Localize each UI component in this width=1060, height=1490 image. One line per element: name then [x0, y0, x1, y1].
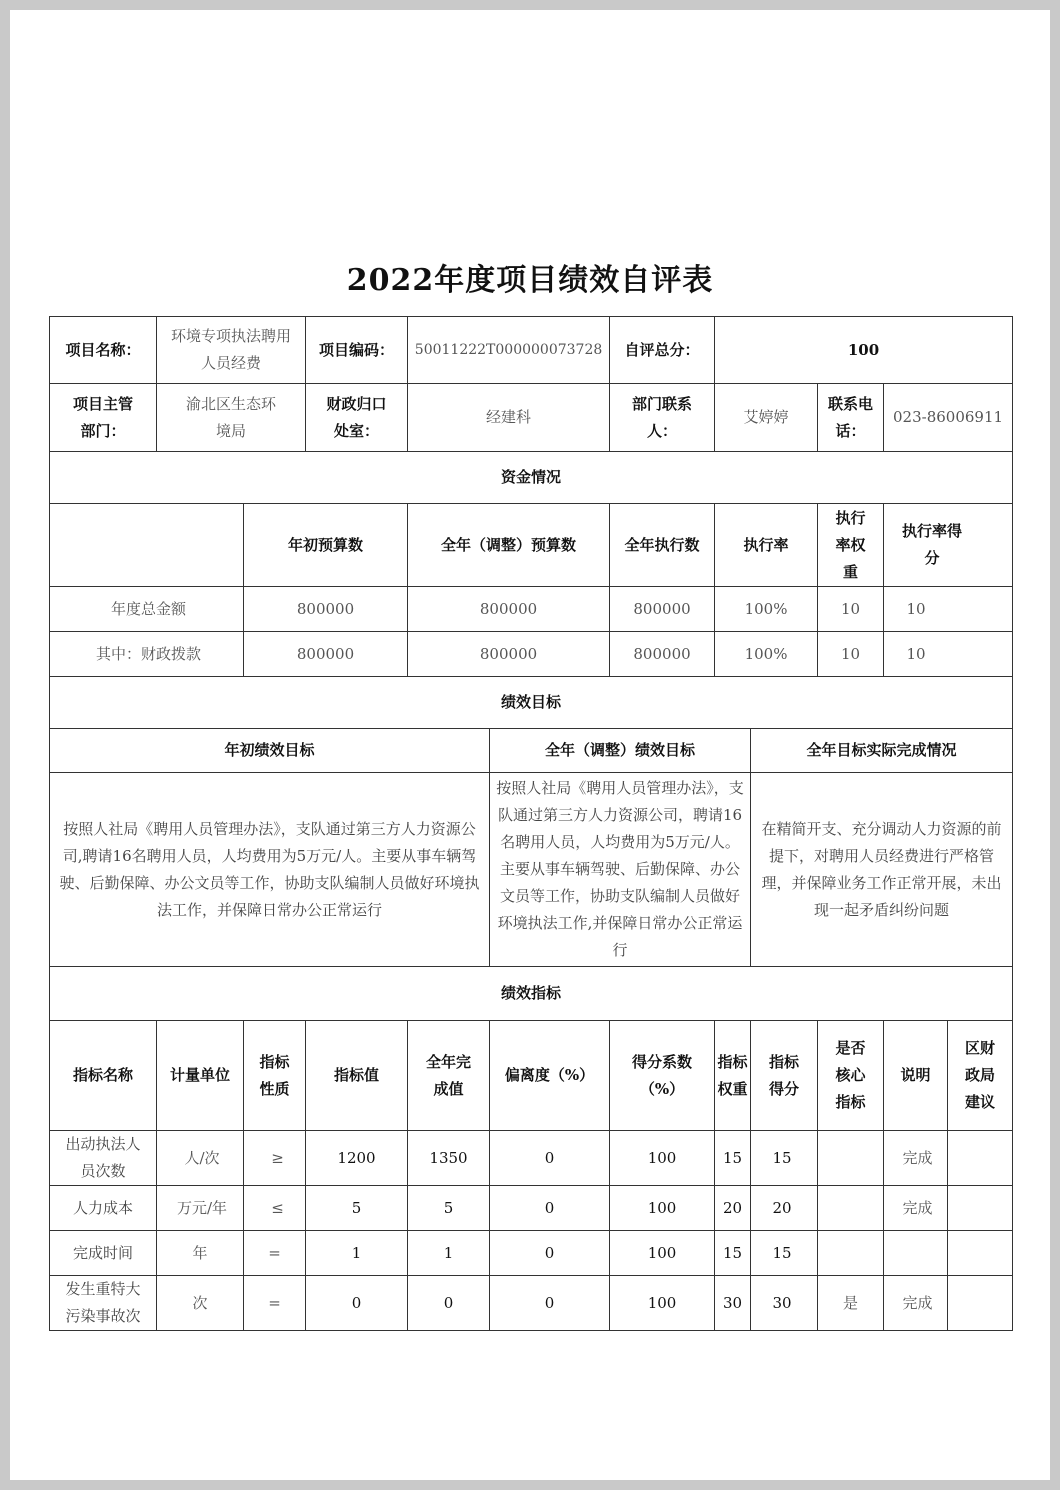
funds-cell: 10 [818, 632, 884, 677]
indicator-header: 指标名称 [50, 1021, 157, 1131]
indicator-nature: = [244, 1276, 306, 1331]
indicator-core [818, 1186, 884, 1231]
goals-header-adjusted: 全年（调整）绩效目标 [490, 729, 751, 773]
indicator-unit: 人/次 [157, 1131, 244, 1186]
indicator-header: 指标得分 [751, 1021, 818, 1131]
indicator-unit: 万元/年 [157, 1186, 244, 1231]
indicator-coefficient: 100 [610, 1131, 715, 1186]
funds-section-title: 资金情况 [50, 452, 1013, 504]
indicator-nature: ≤ [244, 1186, 306, 1231]
funds-cell: 800000 [610, 587, 715, 632]
funds-header-rate-score: 执行率得分 [884, 504, 1013, 587]
indicator-header: 指标性质 [244, 1021, 306, 1131]
indicator-weight: 30 [715, 1276, 751, 1331]
funds-cell: 800000 [244, 632, 408, 677]
indicator-coefficient: 100 [610, 1276, 715, 1331]
funds-row-label: 年度总金额 [50, 587, 244, 632]
funds-header-blank [50, 504, 244, 587]
indicator-target-value: 0 [306, 1276, 408, 1331]
phone-label: 联系电话： [818, 384, 884, 452]
funds-header-executed: 全年执行数 [610, 504, 715, 587]
project-name-label: 项目名称： [50, 317, 157, 384]
indicator-weight: 15 [715, 1231, 751, 1276]
goals-adjusted-text: 按照人社局《聘用人员管理办法》，支队通过第三方人力资源公司，聘请16名聘用人员，人均费用为5万元/人。主要从事车辆驾驶、后勤保障、办公文员等工作，协助支队编制人员做好环境执法工作,并保障日常办公正常运行 [490, 773, 751, 967]
indicator-actual-value: 1350 [408, 1131, 490, 1186]
self-evaluation-table [49, 316, 1013, 1331]
indicator-score: 20 [751, 1186, 818, 1231]
indicator-core [818, 1131, 884, 1186]
finance-office-label: 财政归口处室： [306, 384, 408, 452]
project-name-value: 环境专项执法聘用人员经费 [157, 317, 306, 384]
indicator-name: 人力成本 [50, 1186, 157, 1231]
contact-value: 艾婷婷 [715, 384, 818, 452]
indicator-name: 完成时间 [50, 1231, 157, 1276]
indicator-nature: = [244, 1231, 306, 1276]
funds-cell: 10 [884, 587, 1013, 632]
funds-cell: 10 [884, 632, 1013, 677]
indicator-header: 指标值 [306, 1021, 408, 1131]
goals-header-actual: 全年目标实际完成情况 [751, 729, 1013, 773]
funds-header-exec-rate: 执行率 [715, 504, 818, 587]
indicators-section-title: 绩效指标 [50, 967, 1013, 1021]
goals-section-title: 绩效目标 [50, 677, 1013, 729]
total-score-value: 100 [715, 317, 1013, 384]
funds-header-initial-budget: 年初预算数 [244, 504, 408, 587]
dept-value: 渝北区生态环境局 [157, 384, 306, 452]
indicator-note: 完成 [884, 1276, 948, 1331]
indicator-suggestion [948, 1231, 1013, 1276]
indicator-deviation: 0 [490, 1231, 610, 1276]
funds-cell: 800000 [408, 587, 610, 632]
indicator-unit: 年 [157, 1231, 244, 1276]
indicator-unit: 次 [157, 1276, 244, 1331]
indicator-header: 得分系数（%） [610, 1021, 715, 1131]
indicator-actual-value: 1 [408, 1231, 490, 1276]
indicator-header: 全年完成值 [408, 1021, 490, 1131]
contact-label: 部门联系人： [610, 384, 715, 452]
funds-cell: 10 [818, 587, 884, 632]
indicator-deviation: 0 [490, 1131, 610, 1186]
indicator-nature: ≥ [244, 1131, 306, 1186]
indicator-target-value: 5 [306, 1186, 408, 1231]
indicator-target-value: 1200 [306, 1131, 408, 1186]
indicator-coefficient: 100 [610, 1186, 715, 1231]
project-code-label: 项目编码： [306, 317, 408, 384]
indicator-note [884, 1231, 948, 1276]
funds-header-rate-weight: 执行率权重 [818, 504, 884, 587]
indicator-name: 发生重特大污染事故次 [50, 1276, 157, 1331]
table-row [50, 1131, 1013, 1186]
funds-cell: 800000 [610, 632, 715, 677]
indicator-weight: 20 [715, 1186, 751, 1231]
phone-value: 023-86006911 [884, 384, 1013, 452]
goals-actual-text: 在精简开支、充分调动人力资源的前提下，对聘用人员经费进行严格管理，并保障业务工作正常开展，未出现一起矛盾纠纷问题 [751, 773, 1013, 967]
indicator-target-value: 1 [306, 1231, 408, 1276]
indicator-header: 是否核心指标 [818, 1021, 884, 1131]
funds-cell: 800000 [244, 587, 408, 632]
dept-label: 项目主管部门： [50, 384, 157, 452]
funds-cell: 800000 [408, 632, 610, 677]
indicator-suggestion [948, 1276, 1013, 1331]
goals-initial-text: 按照人社局《聘用人员管理办法》，支队通过第三方人力资源公司,聘请16名聘用人员，人均费用为5万元/人。主要从事车辆驾驶、后勤保障、办公文员等工作，协助支队编制人员做好环境执法工作，并保障日常办公正常运行 [50, 773, 490, 967]
indicator-note: 完成 [884, 1186, 948, 1231]
indicator-name: 出动执法人员次数 [50, 1131, 157, 1186]
table-row [50, 1186, 1013, 1231]
indicator-coefficient: 100 [610, 1231, 715, 1276]
page-title: 2022年度项目绩效自评表 [346, 263, 714, 298]
indicator-note: 完成 [884, 1131, 948, 1186]
indicator-suggestion [948, 1131, 1013, 1186]
indicator-core [818, 1231, 884, 1276]
indicator-header: 指标权重 [715, 1021, 751, 1131]
indicator-header: 计量单位 [157, 1021, 244, 1131]
table-row [50, 1231, 1013, 1276]
indicator-actual-value: 5 [408, 1186, 490, 1231]
funds-header-adjusted-budget: 全年（调整）预算数 [408, 504, 610, 587]
indicator-header: 偏离度（%） [490, 1021, 610, 1131]
indicator-score: 30 [751, 1276, 818, 1331]
funds-row-label: 其中：财政拨款 [50, 632, 244, 677]
indicator-score: 15 [751, 1231, 818, 1276]
indicator-core: 是 [818, 1276, 884, 1331]
finance-office-value: 经建科 [408, 384, 610, 452]
table-row [50, 1276, 1013, 1331]
indicator-suggestion [948, 1186, 1013, 1231]
indicator-header: 区财政局建议 [948, 1021, 1013, 1131]
indicator-deviation: 0 [490, 1186, 610, 1231]
indicator-weight: 15 [715, 1131, 751, 1186]
goals-header-initial: 年初绩效目标 [50, 729, 490, 773]
indicator-deviation: 0 [490, 1276, 610, 1331]
indicator-header: 说明 [884, 1021, 948, 1131]
indicator-score: 15 [751, 1131, 818, 1186]
total-score-label: 自评总分： [610, 317, 715, 384]
funds-cell: 100% [715, 587, 818, 632]
funds-cell: 100% [715, 632, 818, 677]
project-code-value: 50011222T000000073728 [408, 317, 610, 384]
indicator-actual-value: 0 [408, 1276, 490, 1331]
